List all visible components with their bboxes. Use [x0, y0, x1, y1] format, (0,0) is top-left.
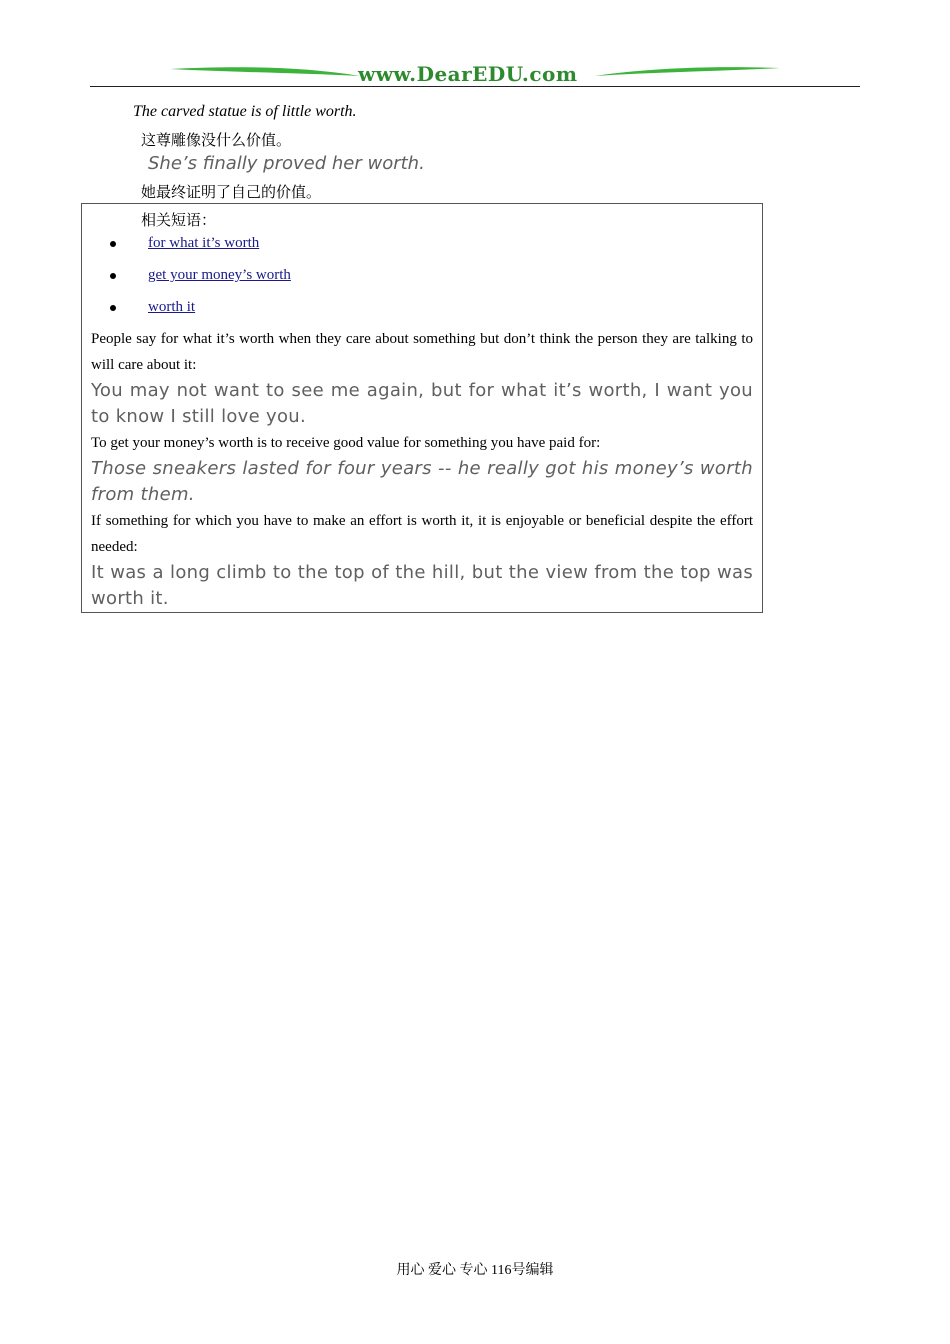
phrase-link-for-what-its-worth[interactable]: for what it’s worth [148, 235, 260, 251]
definition-text: If something for which you have to make an effort is worth it, it is enjoyable or beneficial despite the effort needed: [91, 513, 753, 555]
bullet-icon [110, 273, 116, 279]
definition-example: Those sneakers lasted for four years -- he really got his money’s worth from them. [91, 458, 753, 505]
bullet-icon [110, 305, 116, 311]
header-rule [90, 86, 860, 87]
definition-text: To get your money’s worth is to receive good value for something you have paid for: [91, 435, 601, 451]
definition-example: You may not want to see me again, but for what it’s worth, I want you to know I still love you. [91, 380, 753, 427]
bullet-icon [110, 241, 116, 247]
definition-text: People say for what it’s worth when they care about something but don’t think the person they are talking to will care about it: [91, 331, 753, 373]
phrase-link-worth-it[interactable]: worth it [148, 299, 196, 315]
green-swoosh-right-decoration [595, 65, 780, 79]
example-sentence-en: The carved statue is of little worth. [133, 103, 357, 120]
green-swoosh-left-decoration [170, 65, 360, 79]
example-sentence-en: She’s finally proved her worth. [148, 153, 425, 174]
site-logo: www.DearEDU.com [358, 62, 578, 86]
page-footer: 用心 爱心 专心 116号编辑 [396, 1263, 554, 1278]
example-translation-cn: 这尊雕像没什么价值。 [141, 133, 292, 149]
related-phrases-box [81, 203, 763, 613]
related-phrases-heading: 相关短语： [141, 213, 217, 229]
phrase-link-get-your-moneys-worth[interactable]: get your money’s worth [148, 267, 291, 283]
example-translation-cn: 她最终证明了自己的价值。 [141, 185, 322, 201]
definition-example: It was a long climb to the top of the hill, but the view from the top was worth it. [91, 562, 753, 609]
page-header [90, 60, 860, 90]
